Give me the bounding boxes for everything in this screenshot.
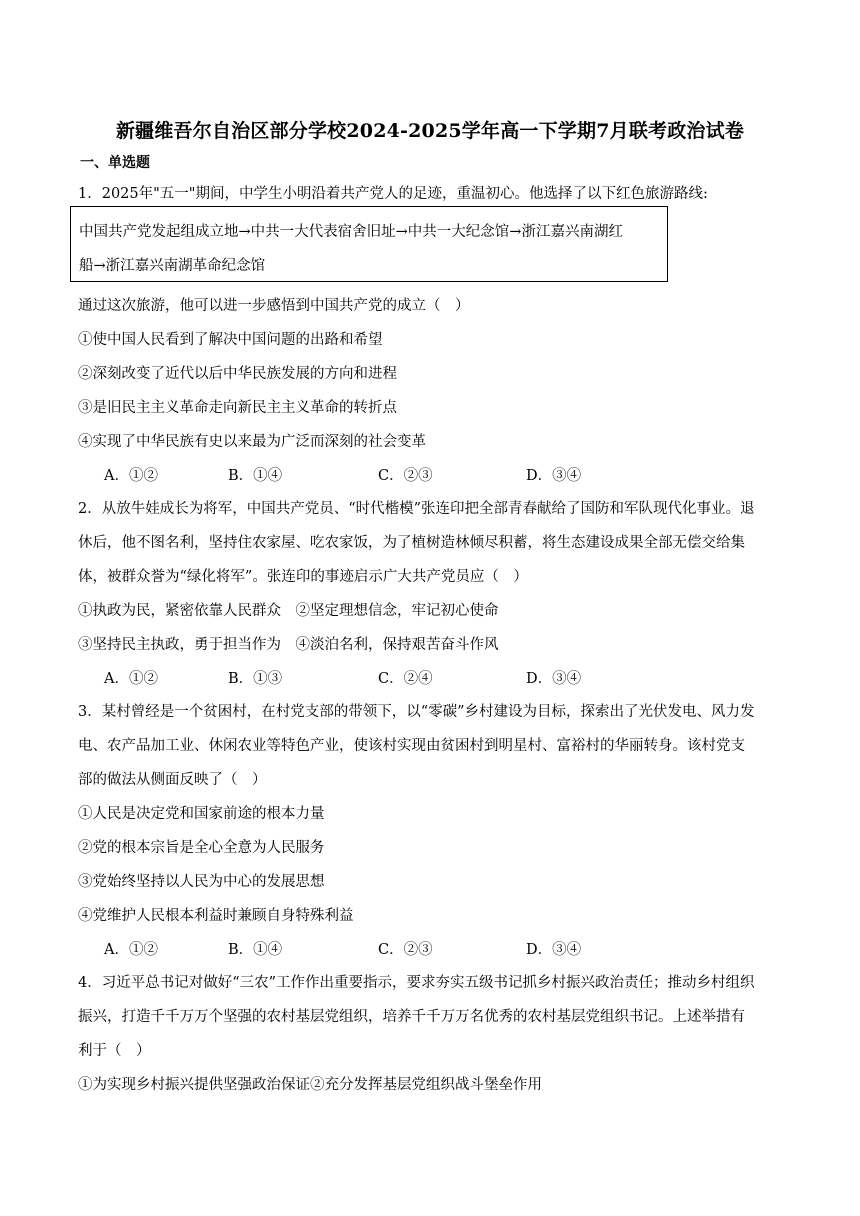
option-b[interactable]: B．①③ — [228, 671, 283, 687]
option-c[interactable]: C．②③ — [378, 468, 433, 484]
option-c[interactable]: C．②④ — [378, 671, 433, 687]
q3-item: ①人民是决定党和国家前途的根本力量 — [78, 806, 325, 822]
q1-item: ②深刻改变了近代以后中华民族发展的方向和进程 — [78, 366, 397, 382]
q4-stem: 振兴，打造千千万万个坚强的农村基层党组织，培养千千万万名优秀的农村基层党组织书记。上述举措有 — [78, 1009, 745, 1025]
option-a[interactable]: A．①② — [104, 942, 158, 958]
option-b[interactable]: B．①④ — [228, 468, 283, 484]
q1-route-line: 中国共产党发起组成立地→中共一大代表宿舍旧址→中共一大纪念馆→浙江嘉兴南湖红 — [79, 224, 623, 240]
q1-route-line: 船→浙江嘉兴南湖革命纪念馆 — [79, 258, 266, 274]
page-title: 新疆维吾尔自治区部分学校2024-2025学年高一下学期7月联考政治试卷 — [115, 120, 745, 142]
q4-stem: 4．习近平总书记对做好“三农”工作作出重要指示，要求夯实五级书记抓乡村振兴政治责任；推动乡村组织 — [78, 975, 755, 991]
option-d[interactable]: D．③④ — [526, 468, 582, 484]
q4-item: ①为实现乡村振兴提供坚强政治保证②充分发挥基层党组织战斗堡垒作用 — [78, 1077, 542, 1093]
section-heading: 一、单选题 — [80, 155, 150, 171]
q3-stem: 3．某村曾经是一个贫困村，在村党支部的带领下，以“零碳”乡村建设为目标，探索出了光伏发电、风力发 — [78, 704, 755, 720]
q4-stem: 利于（ ） — [78, 1043, 151, 1059]
q3-item: ②党的根本宗旨是全心全意为人民服务 — [78, 840, 325, 856]
q1-stem: 1．2025年"五一"期间，中学生小明沿着共产党人的足迹，重温初心。他选择了以下红色旅游路线: — [78, 186, 708, 202]
option-a[interactable]: A．①② — [104, 468, 158, 484]
q2-stem: 体，被群众誉为“绿化将军”。张连印的事迹启示广大共产党员应（ ） — [78, 569, 528, 585]
q3-stem: 电、农产品加工业、休闲农业等特色产业，使该村实现由贫困村到明星村、富裕村的华丽转身。该村党支 — [78, 738, 745, 754]
option-d[interactable]: D．③④ — [526, 671, 582, 687]
q3-item: ③党始终坚持以人民为中心的发展思想 — [78, 874, 325, 890]
option-b[interactable]: B．①④ — [228, 942, 283, 958]
q1-item: ①使中国人民看到了解决中国问题的出路和希望 — [78, 332, 383, 348]
q2-stem: 2．从放牛娃成长为将军，中国共产党员、“时代楷模”张连印把全部青春献给了国防和军队现代化事业。退 — [78, 501, 755, 517]
q3-stem: 部的做法从侧面反映了（ ） — [78, 772, 267, 788]
option-a[interactable]: A．①② — [104, 671, 158, 687]
q2-item: ③坚持民主执政，勇于担当作为 ④淡泊名利，保持艰苦奋斗作风 — [78, 637, 499, 653]
option-d[interactable]: D．③④ — [526, 942, 582, 958]
q3-item: ④党维护人民根本利益时兼顾自身特殊利益 — [78, 908, 354, 924]
q1-item: ④实现了中华民族有史以来最为广泛而深刻的社会变革 — [78, 434, 426, 450]
q1-item: ③是旧民主主义革命走向新民主主义革命的转折点 — [78, 400, 397, 416]
q2-item: ①执政为民，紧密依靠人民群众 ②坚定理想信念，牢记初心使命 — [78, 603, 499, 619]
option-c[interactable]: C．②③ — [378, 942, 433, 958]
q1-route-box — [70, 206, 668, 282]
q2-stem: 休后，他不图名利，坚持住农家屋、吃农家饭，为了植树造林倾尽积蓄，将生态建设成果全部无偿交给集 — [78, 535, 745, 551]
q1-question: 通过这次旅游，他可以进一步感悟到中国共产党的成立（ ） — [78, 298, 470, 314]
